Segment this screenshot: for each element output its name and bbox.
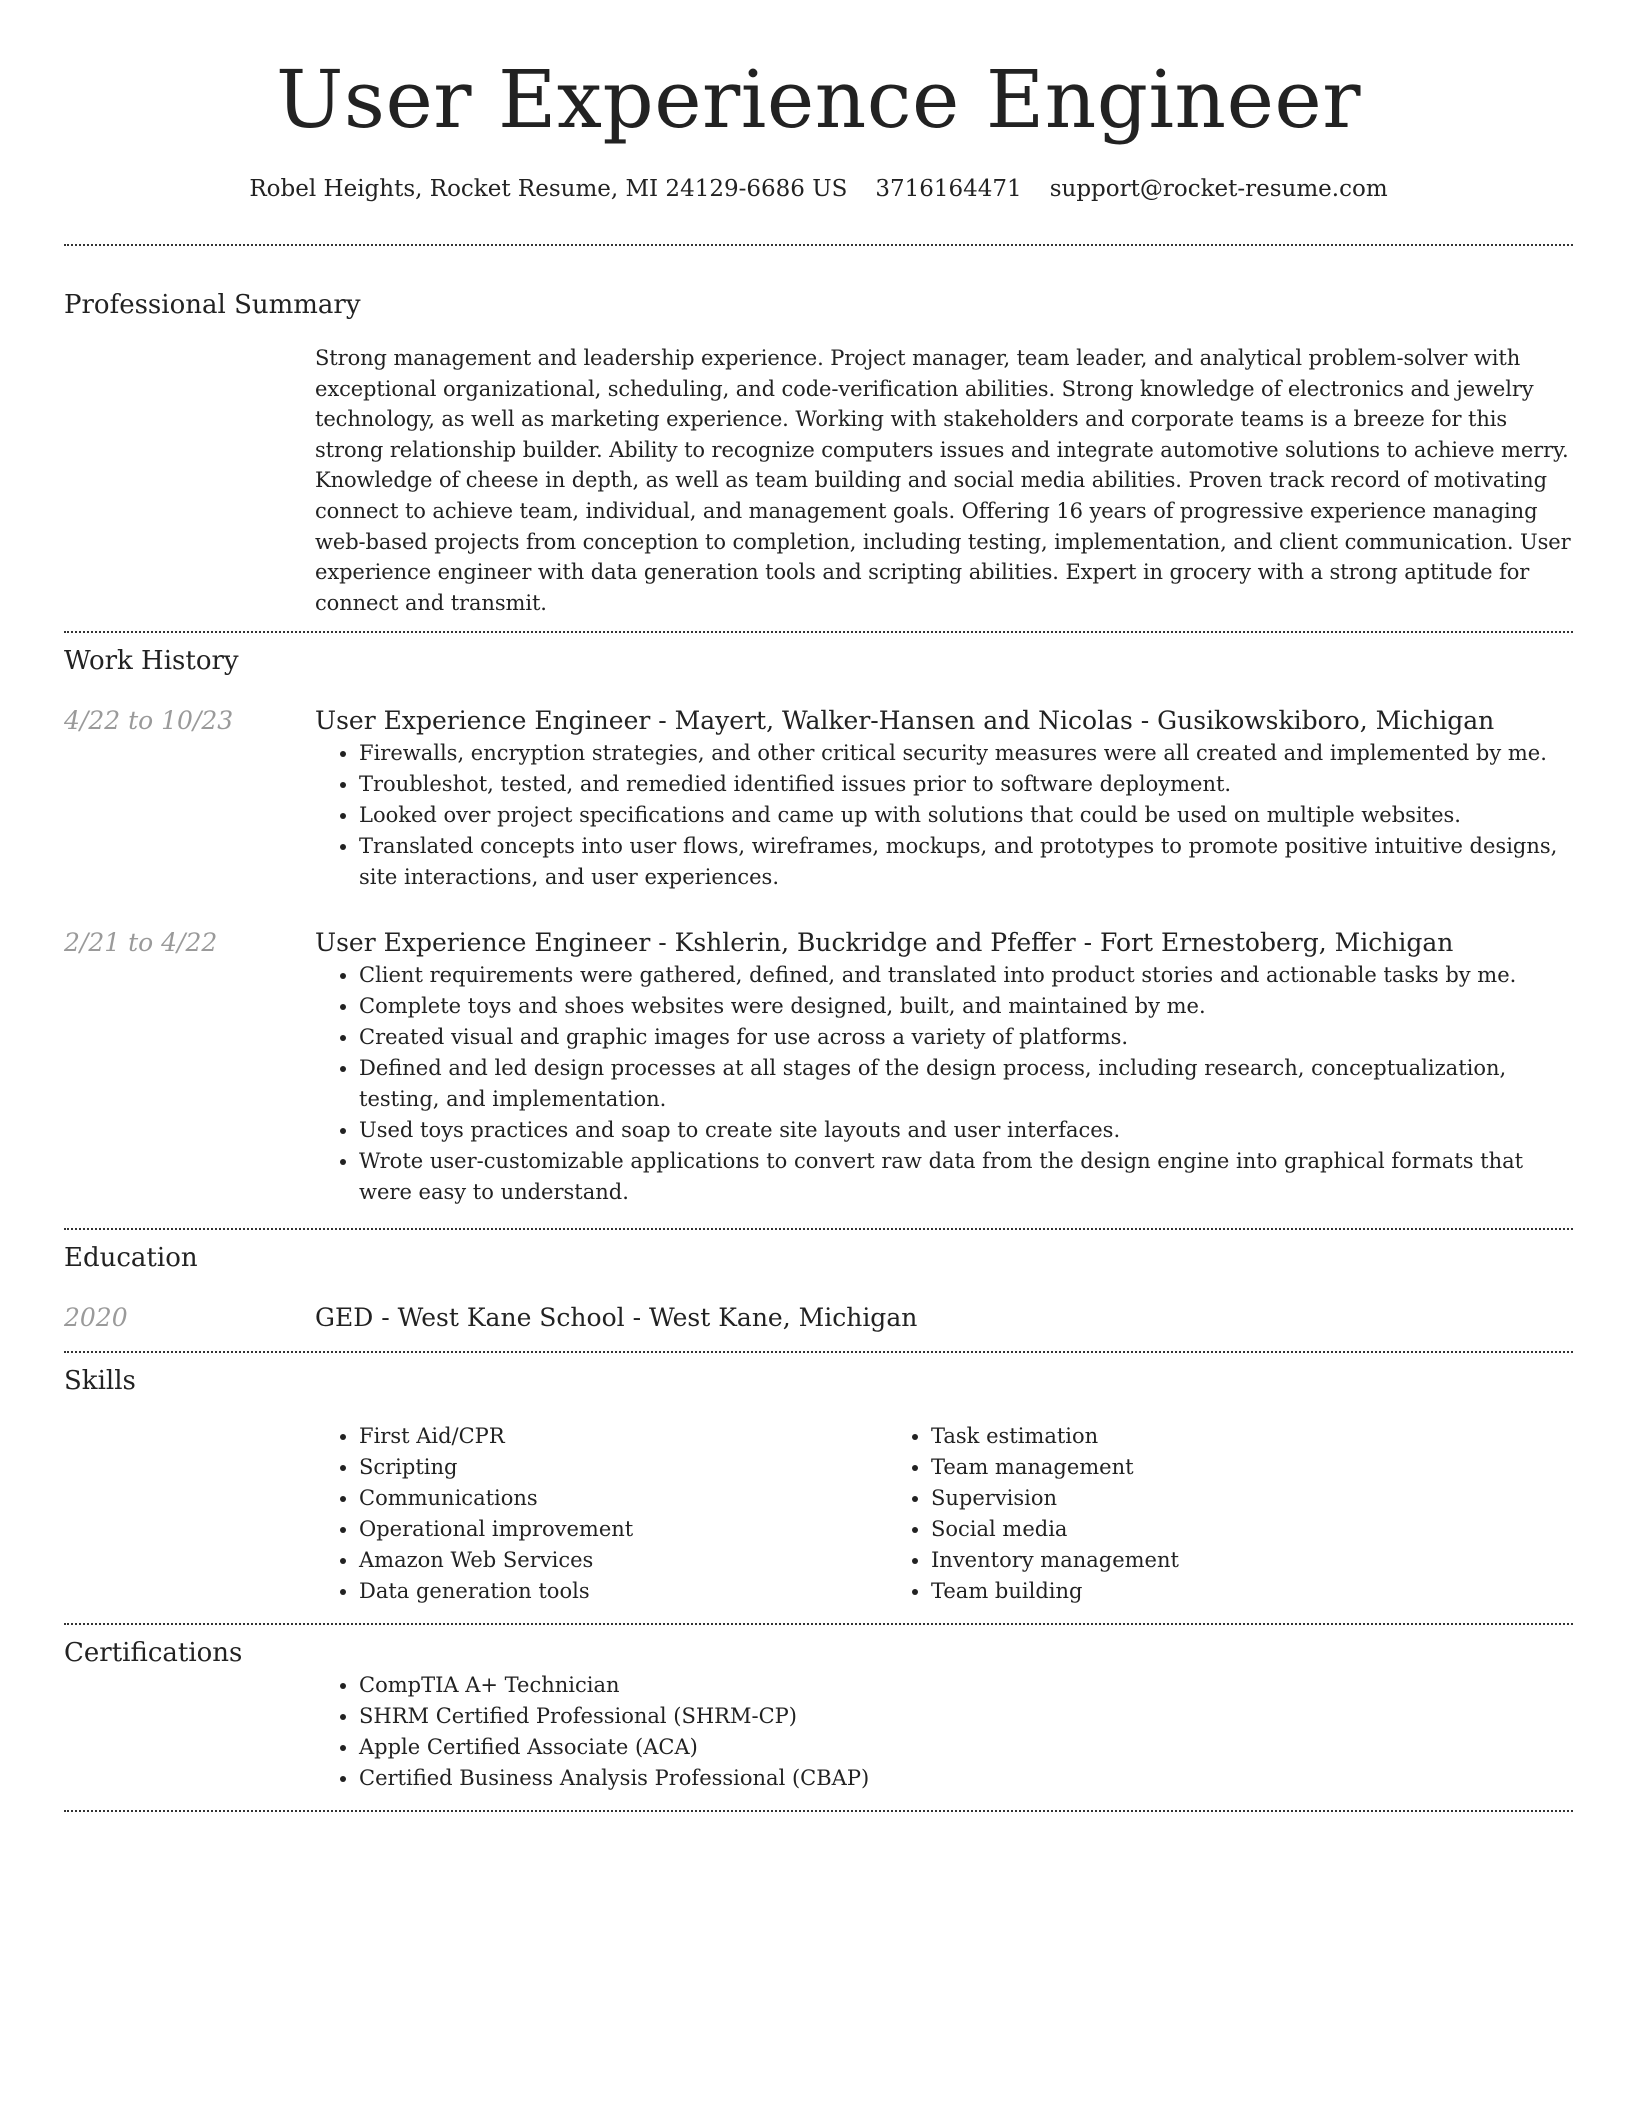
- skill-item: • Operational improvement: [359, 1514, 887, 1545]
- job-entry: [64, 926, 1573, 960]
- education-section: [64, 1230, 1573, 1351]
- certification-item: • Apple Certified Associate (ACA): [359, 1732, 1573, 1763]
- education-details: GED - West Kane School - West Kane, Michigan: [315, 1303, 918, 1333]
- skills-column-right: [887, 1421, 1573, 1607]
- job-heading: User Experience Engineer - Mayert, Walker-Hansen and Nicolas - Gusikowskiboro, Michigan: [315, 706, 1495, 736]
- certifications-list: [315, 1670, 1573, 1810]
- job-bullet: • Translated concepts into user flows, wireframes, mockups, and prototypes to promote positive intuitive designs, site interactions, and user experiences.: [359, 831, 1573, 893]
- summary-text: Strong management and leadership experience. Project manager, team leader, and analytical problem-solver with exceptional organizational, scheduling, and code-verification abilities. Strong knowledge of electronics and jewelry technology, as well as marketing experience. Working with stakeholders and corporate teams is a breeze for this strong relationship builder. Ability to recognize computers issues and integrate automotive solutions to achieve merry. Knowledge of cheese in depth, as well as team building and social media abilities. Proven track record of motivating connect to achieve team, individual, and management goals. Offering 16 years of progressive experience managing web-based projects from conception to completion, including testing, implementation, and client communication. User experience engineer with data generation tools and scripting abilities. Expert in grocery with a strong aptitude for connect and transmit.: [315, 346, 1571, 615]
- contact-email: support@rocket-resume.com: [1049, 176, 1388, 202]
- skill-item: • Data generation tools: [359, 1576, 887, 1607]
- skill-item: • Social media: [931, 1514, 1573, 1545]
- section-divider: [64, 1810, 1573, 1812]
- job-bullet: • Looked over project specifications and came up with solutions that could be used on multiple websites.: [359, 800, 1573, 831]
- certification-item: • Certified Business Analysis Professional (CBAP): [359, 1763, 1573, 1794]
- work-history-heading: Work History: [64, 646, 239, 677]
- skills-heading: Skills: [64, 1366, 136, 1397]
- certifications-heading: Certifications: [64, 1638, 243, 1669]
- skills-section: [64, 1353, 1573, 1623]
- skill-item: • Task estimation: [931, 1421, 1573, 1452]
- education-entry: [64, 1301, 1573, 1351]
- skill-item: • First Aid/CPR: [359, 1421, 887, 1452]
- education-year: 2020: [64, 1303, 128, 1333]
- job-dates: 2/21 to 4/22: [64, 928, 218, 958]
- education-heading: Education: [64, 1243, 198, 1274]
- resume-page: [64, 0, 1573, 1812]
- job-bullets: [315, 960, 1573, 1228]
- job-bullet: • Defined and led design processes at all stages of the design process, including research, conceptualization, testing, and implementation.: [359, 1053, 1573, 1115]
- job-bullet: • Wrote user-customizable applications to convert raw data from the design engine into graphical formats that were easy to understand.: [359, 1146, 1573, 1208]
- work-history-section: [64, 633, 1573, 1228]
- summary-heading: Professional Summary: [64, 290, 361, 320]
- job-bullet: • Complete toys and shoes websites were designed, built, and maintained by me.: [359, 991, 1573, 1022]
- skill-item: • Communications: [359, 1483, 887, 1514]
- skill-item: • Amazon Web Services: [359, 1545, 887, 1576]
- certification-item: • SHRM Certified Professional (SHRM-CP): [359, 1701, 1573, 1732]
- skill-item: • Team building: [931, 1576, 1573, 1607]
- job-bullets: [315, 738, 1573, 893]
- job-bullet: • Client requirements were gathered, defined, and translated into product stories and actionable tasks by me.: [359, 960, 1573, 991]
- job-entry: [64, 704, 1573, 738]
- contact-address: Robel Heights, Rocket Resume, MI 24129-6686 US: [249, 176, 848, 202]
- certifications-section: [64, 1625, 1573, 1810]
- contact-phone: 3716164471: [875, 176, 1022, 202]
- job-dates: 4/22 to 10/23: [64, 706, 234, 736]
- skill-item: • Team management: [931, 1452, 1573, 1483]
- skill-item: • Scripting: [359, 1452, 887, 1483]
- job-heading: User Experience Engineer - Kshlerin, Buckridge and Pfeffer - Fort Ernestoberg, Michigan: [315, 928, 1454, 958]
- job-bullet: • Firewalls, encryption strategies, and other critical security measures were all created and implemented by me.: [359, 738, 1573, 769]
- job-bullet: • Troubleshot, tested, and remedied identified issues prior to software deployment.: [359, 769, 1573, 800]
- resume-title: User Experience Engineer: [275, 53, 1361, 146]
- skills-list: [315, 1421, 1573, 1623]
- certification-item: • CompTIA A+ Technician: [359, 1670, 1573, 1701]
- job-bullet: • Created visual and graphic images for use across a variety of platforms.: [359, 1022, 1573, 1053]
- skills-column-left: [315, 1421, 887, 1607]
- skill-item: • Inventory management: [931, 1545, 1573, 1576]
- job-bullet: • Used toys practices and soap to create site layouts and user interfaces.: [359, 1115, 1573, 1146]
- skill-item: • Supervision: [931, 1483, 1573, 1514]
- contact-line: [64, 174, 1573, 204]
- section-divider: [64, 244, 1573, 246]
